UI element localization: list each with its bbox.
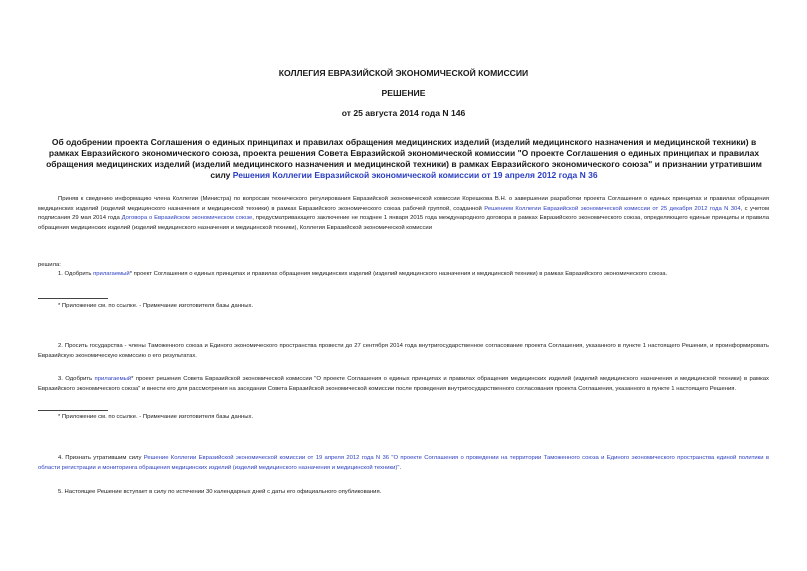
- repealed-decision-36-link[interactable]: Решение Коллегии Евразийской экономической комиссии от 19 апреля 2012 года N 36 "О проекте Соглашения о проведении на территории Таможенного союза и Единого экономического пространства единой политики в области регистрации и мониторинга обращения медицинских изделий (изделий медицинского назначения и медицинской техники)": [38, 455, 769, 471]
- document-date-number: от 25 августа 2014 года N 146: [341, 108, 466, 118]
- decided-label: решила:: [38, 262, 61, 268]
- document-title: [38, 137, 770, 181]
- item-1-text-2: * проект Соглашения о единых принципах и правилах обращения медицинских изделий (изделий медицинского назначения и медицинской техники) в рамках Евразийского экономического союза.: [129, 271, 668, 277]
- item-4-text-2: .: [399, 464, 402, 471]
- item-1-attachment-link[interactable]: прилагаемый: [93, 271, 130, 277]
- item-3-attachment-link[interactable]: прилагаемый: [94, 376, 132, 382]
- preamble-text-1: Приняв к сведению информацию члена Коллегии (Министра) по вопросам технического регулирования Евразийской экономической комиссии Корешкова В.Н. о завершении разработки проекта Соглашения о единых принципах и правилах обращения медицинских изделий (изделий медицинского назначения и медицинской техники) в рамках Евразийского экономического союза рабочей группой, созданной: [38, 196, 769, 212]
- preamble-text-2: , с учетом подписания 29 мая 2014 года: [38, 205, 769, 222]
- eaeu-treaty-link[interactable]: Договора о Евразийском экономическом союзе: [121, 215, 253, 222]
- item-5-paragraph: 5. Настоящее Решение вступает в силу по истечении 30 календарных дней с даты его официального опубликования.: [58, 489, 382, 495]
- item-3-text-2: * проект решения Совета Евразийской экономической комиссии "О проекте Соглашения о единых принципах и правилах обращения медицинских изделий (изделий медицинского назначения и медицинской техники) в рамках Евразийского экономического союза" и внести его для рассмотрения на заседании Совета Евразийской экономической комиссии после проведения внутригосударственного согласования проекта Соглашения, указанного в пункте 1 настоящего Решения.: [38, 376, 769, 392]
- item-1-paragraph: [38, 270, 769, 280]
- footnote-divider-2: [38, 410, 108, 411]
- item-2-paragraph: 2. Просить государства - члены Таможенного союза и Единого экономического пространства провести до 27 сентября 2014 года внутригосударственное согласование проекта Соглашения, указанного в пункте 1 настоящего Решения, и проинформировать Евразийскую экономическую комиссию о его результатах.: [38, 343, 769, 359]
- item-4-text-1: 4. Признать утратившим силу: [58, 455, 144, 461]
- document-type-heading: РЕШЕНИЕ: [381, 88, 426, 98]
- preamble-text-3: , предусматривающего заключение не позднее 1 января 2015 года международного договора в рамках Евразийского экономического союза, определяющего единые принципы и правила обращения медицинских изделий (изделий медицинского назначения и медицинской техники), Коллегия Евразийской экономической комиссии: [38, 215, 769, 231]
- issuing-body-heading: КОЛЛЕГИЯ ЕВРАЗИЙСКОЙ ЭКОНОМИЧЕСКОЙ КОМИССИИ: [278, 68, 529, 78]
- item-4-paragraph: [38, 454, 769, 473]
- item-3-text-1: 3. Одобрить: [58, 376, 95, 382]
- footnote-2: * Приложение см. по ссылке. - Примечание изготовителя базы данных.: [58, 414, 254, 420]
- footnote-divider-1: [38, 298, 108, 299]
- item-3-paragraph: [38, 375, 769, 394]
- title-text: Об одобрении проекта Соглашения о единых принципах и правилах обращения медицинских изделий (изделий медицинского назначения и медицинской техники) в рамках Евразийского экономического союза, проекта решения Совета Евразийской экономической комиссии "О проекте Соглашения о единых принципах и правилах обращения медицинских изделий (изделий медицинского назначения и медицинской техники) в рамках Евразийского экономического союза" и признании утратившим силу: [46, 137, 762, 180]
- preamble-paragraph: [38, 195, 769, 233]
- decision-304-link[interactable]: Решением Коллегии Евразийской экономической комиссии от 25 декабря 2012 года N 304: [484, 205, 741, 212]
- footnote-1: * Приложение см. по ссылке. - Примечание изготовителя базы данных.: [58, 303, 254, 309]
- title-repealed-decision-link[interactable]: Решения Коллегии Евразийской экономической комиссии от 19 апреля 2012 года N 36: [232, 170, 598, 180]
- item-1-text-1: 1. Одобрить: [58, 271, 94, 277]
